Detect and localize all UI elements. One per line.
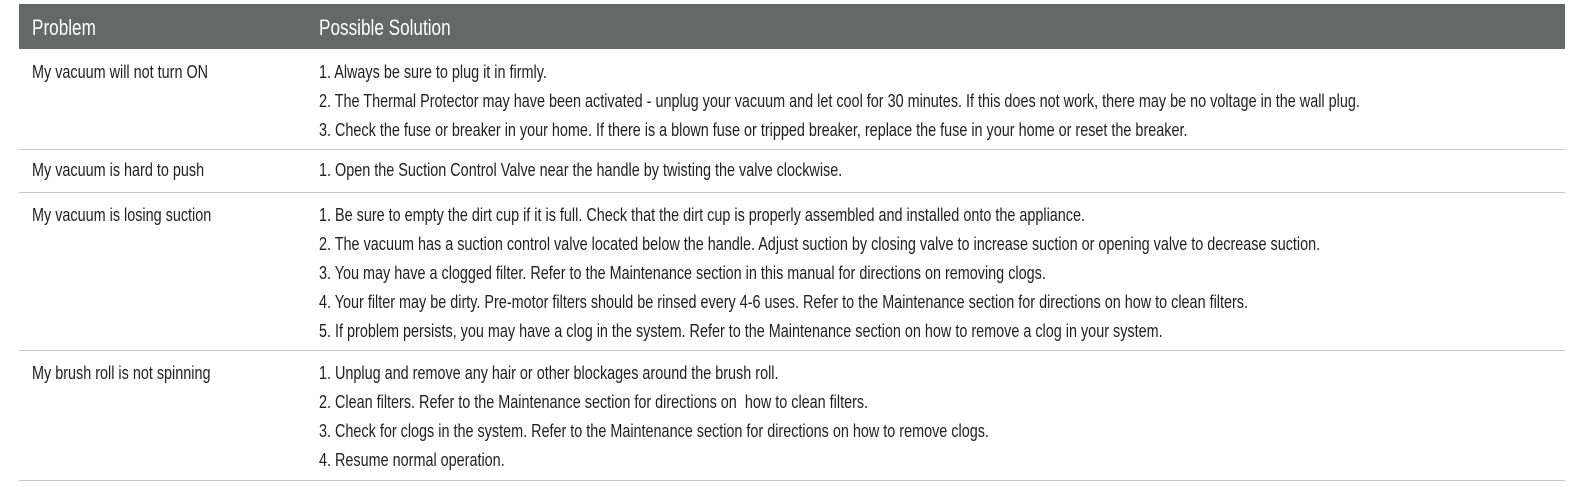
solution-cell <box>319 359 1156 475</box>
solution-line: 5. If problem persists, you may have a clog in the system. Refer to the Maintenance section on how to remove a clog in your system. <box>319 321 1163 341</box>
table-row <box>19 193 1565 351</box>
solution-line: 1. Be sure to empty the dirt cup if it is full. Check that the dirt cup is properly assembled and installed onto the appliance. <box>319 205 1086 225</box>
solution-line: 2. Clean filters. Refer to the Maintenance section for directions on how to clean filters. <box>319 392 869 412</box>
problem-cell: My vacuum will not turn ON <box>32 62 209 82</box>
problem-cell: My brush roll is not spinning <box>32 363 211 383</box>
solution-line: 4. Resume normal operation. <box>319 450 505 470</box>
header-possible-solution: Possible Solution <box>319 15 451 40</box>
table-row <box>19 49 1565 150</box>
problem-cell: My vacuum is hard to push <box>32 160 205 180</box>
solution-line: 3. You may have a clogged filter. Refer to the Maintenance section in this manual for directions on removing clogs. <box>319 263 1046 283</box>
solution-line: 3. Check the fuse or breaker in your home. If there is a blown fuse or tripped breaker, replace the fuse in your home or reset the breaker. <box>319 120 1188 140</box>
table-row <box>19 150 1565 193</box>
table-row <box>19 351 1565 481</box>
solution-line: 2. The vacuum has a suction control valve located below the handle. Adjust suction by closing valve to increase suction or opening valve to decrease suction. <box>319 234 1321 254</box>
solution-cell <box>319 156 973 185</box>
problem-cell: My vacuum is losing suction <box>32 205 212 225</box>
table-header <box>19 4 1565 49</box>
solution-line: 1. Unplug and remove any hair or other blockages around the brush roll. <box>319 363 779 383</box>
solution-line: 2. The Thermal Protector may have been activated - unplug your vacuum and let cool for 30 minutes. If this does not work, there may be no voltage in the wall plug. <box>319 91 1360 111</box>
header-problem: Problem <box>32 15 96 40</box>
solution-line: 4. Your filter may be dirty. Pre-motor filters should be rinsed every 4-6 uses. Refer to the Maintenance section for directions on how to clean filters. <box>319 292 1248 312</box>
troubleshooting-table <box>19 4 1565 481</box>
solution-line: 3. Check for clogs in the system. Refer to the Maintenance section for directions on how to remove clogs. <box>319 421 989 441</box>
solution-line: 1. Always be sure to plug it in firmly. <box>319 62 547 82</box>
solution-cell <box>319 58 1589 145</box>
solution-line: 1. Open the Suction Control Valve near the handle by twisting the valve clockwise. <box>319 160 843 180</box>
solution-cell <box>319 201 1570 346</box>
